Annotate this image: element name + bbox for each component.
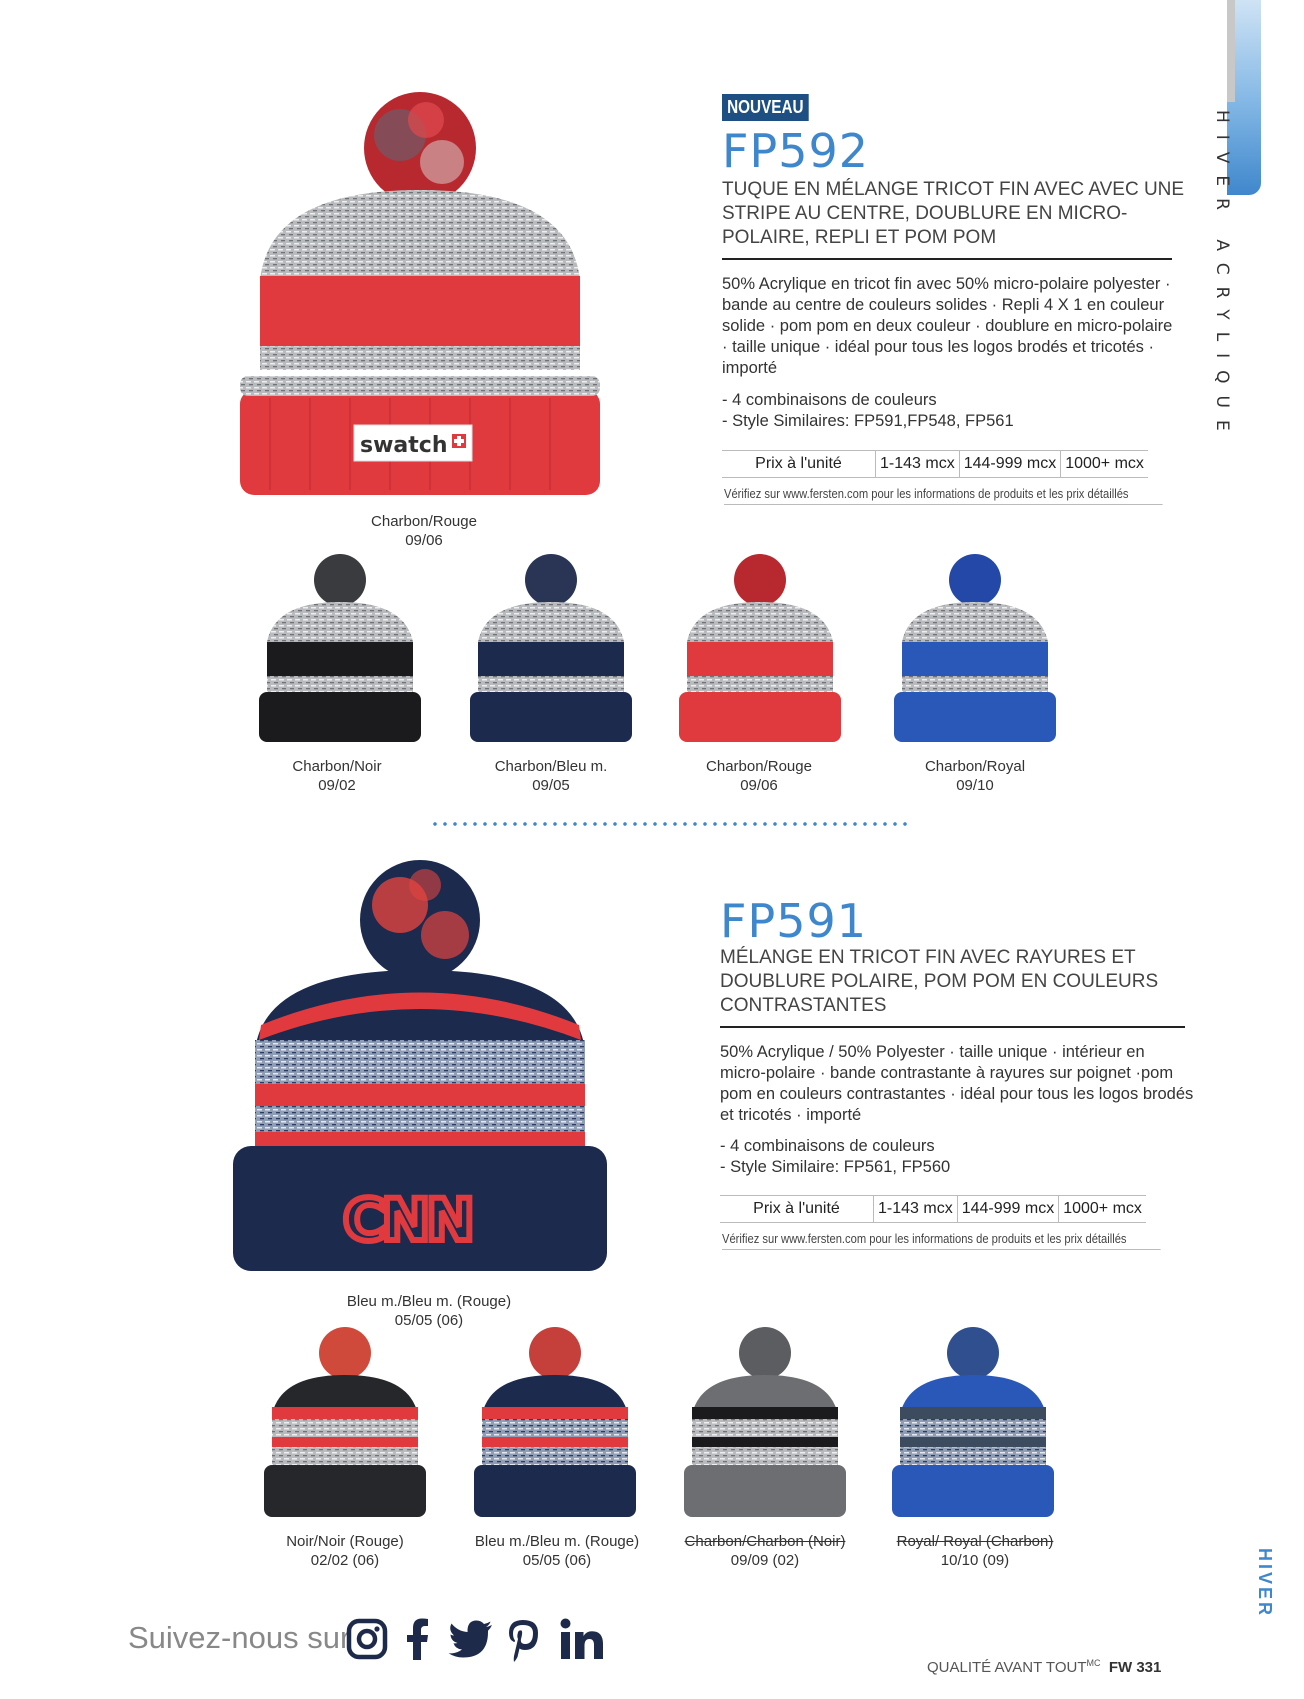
- variant-name: Noir/Noir (Rouge): [286, 1533, 404, 1550]
- pinterest-icon[interactable]: [506, 1618, 540, 1662]
- price-table-fp592: [722, 450, 1148, 478]
- price-header-tier1: 1-143 mcx: [876, 451, 960, 478]
- variant-hat-royal-royal: [888, 1325, 1058, 1525]
- twitter-icon[interactable]: [448, 1618, 494, 1660]
- verify-note-fp591: Vérifiez sur www.fersten.com pour les informations de produits et les prix détaillés: [722, 1231, 1161, 1250]
- verify-note-fp592: Vérifiez sur www.fersten.com pour les informations de produits et les prix détaillés: [724, 486, 1163, 505]
- slogan-trademark: MC: [1086, 1658, 1101, 1668]
- variant-hat-charbon-rouge: [675, 552, 845, 752]
- product-bullets-fp592: [722, 390, 1182, 432]
- price-header-tier3: 1000+ mcx: [1061, 451, 1148, 478]
- main-color-name: Charbon/Rouge: [371, 513, 477, 530]
- variant-code: 09/09 (02): [730, 1552, 800, 1569]
- slogan-text: QUALITÉ AVANT TOUT: [927, 1659, 1087, 1676]
- bullet-item: - Style Similaire: FP561, FP560: [720, 1157, 1180, 1178]
- main-color-caption-fp592: [324, 512, 524, 550]
- variant-caption: [875, 757, 1075, 795]
- pompom: [360, 860, 480, 980]
- variant-caption: [659, 757, 859, 795]
- variant-hat-charbon-bleu: [466, 552, 636, 752]
- variant-name: Charbon/Bleu m.: [494, 758, 608, 775]
- section-tab-label: HIVER: [1255, 1548, 1275, 1619]
- variant-hat-noir-noir: [260, 1325, 430, 1525]
- variant-name: Charbon/Rouge: [706, 758, 812, 775]
- variant-name: Bleu m./Bleu m. (Rouge): [474, 1533, 640, 1550]
- variant-caption: [665, 1532, 865, 1570]
- variant-caption: [875, 1532, 1075, 1570]
- variant-hat-charbon-charbon: [680, 1325, 850, 1525]
- price-header-unit: Prix à l'unité: [720, 1196, 874, 1223]
- footer-slogan: [927, 1658, 1161, 1676]
- category-vertical-label: HIVER ACRYLIQUE: [1212, 110, 1232, 443]
- bullet-item: - 4 combinaisons de couleurs: [720, 1136, 1180, 1157]
- variant-name: Royal/ Royal (Charbon): [896, 1533, 1054, 1550]
- price-header-tier2: 144-999 mcx: [959, 451, 1061, 478]
- page-number: FW 331: [1108, 1659, 1162, 1676]
- variant-code: 02/02 (06): [310, 1552, 380, 1569]
- main-hat-image-fp592: [230, 80, 610, 510]
- variant-name: Charbon/Royal: [924, 758, 1026, 775]
- swatch-logo: [354, 425, 472, 461]
- variant-code: 10/10 (09): [940, 1552, 1010, 1569]
- variant-name: Charbon/Charbon (Noir): [684, 1533, 846, 1550]
- price-header-tier2: 144-999 mcx: [957, 1196, 1059, 1223]
- product-description-fp591: 50% Acrylique / 50% Polyester · taille unique · intérieur en micro-polaire · bande contrastante à rayures sur poignet ·pom pom en couleurs contrastantes · idéal pour tous les logos brodés et tricotés · importé: [720, 1043, 1194, 1124]
- title-rule: [722, 258, 1172, 260]
- bullet-item: - 4 combinaisons de couleurs: [722, 390, 1182, 411]
- variant-hat-bleu-bleu: [470, 1325, 640, 1525]
- facebook-icon[interactable]: [404, 1618, 430, 1660]
- product-code-fp591: FP591: [720, 894, 867, 948]
- product-description-fp592: 50% Acrylique en tricot fin avec 50% micro-polaire polyester · bande au centre de couleurs solides · Repli 4 X 1 en couleur solide · pom pom en deux couleur · doublure en micro-polaire · taille unique · idéal pour tous les logos brodés et tricotés · importé: [722, 275, 1173, 377]
- instagram-icon[interactable]: [346, 1618, 388, 1660]
- price-table-fp591: [720, 1195, 1146, 1223]
- variant-code: 09/02: [318, 777, 356, 794]
- variant-hat-charbon-noir: [255, 552, 425, 752]
- svg-text:swatch: swatch: [360, 433, 448, 458]
- linkedin-icon[interactable]: [560, 1618, 604, 1660]
- variant-name: Charbon/Noir: [292, 758, 382, 775]
- product-title-fp591: MÉLANGE EN TRICOT FIN AVEC RAYURES ET DOUBLURE POLAIRE, POM POM EN COULEURS CONTRASTANTES: [720, 947, 1159, 1016]
- product-code-fp592: FP592: [722, 124, 869, 178]
- product-bullets-fp591: [720, 1136, 1180, 1178]
- price-header-tier3: 1000+ mcx: [1059, 1196, 1146, 1223]
- pompom: [364, 92, 476, 204]
- new-badge: NOUVEAU: [722, 94, 809, 121]
- bullet-item: - Style Similaires: FP591,FP548, FP561: [722, 411, 1182, 432]
- variant-caption: [457, 1532, 657, 1570]
- variant-caption: [245, 1532, 445, 1570]
- variant-caption: [451, 757, 651, 795]
- variant-code: 09/06: [740, 777, 778, 794]
- product-title-fp592: TUQUE EN MÉLANGE TRICOT FIN AVEC AVEC UNE STRIPE AU CENTRE, DOUBLURE EN MICRO-POLAIRE, REPLI ET POM POM: [722, 179, 1185, 248]
- main-color-code: 09/06: [405, 532, 443, 549]
- main-color-name: Bleu m./Bleu m. (Rouge): [346, 1293, 512, 1310]
- cnn-logo: [343, 1186, 471, 1254]
- variant-code: 09/10: [956, 777, 994, 794]
- main-hat-image-fp591: [225, 850, 615, 1280]
- side-tab-line: [1227, 0, 1235, 102]
- variant-code: 09/05: [532, 777, 570, 794]
- variant-hat-charbon-royal: [890, 552, 1060, 752]
- price-header-tier1: 1-143 mcx: [874, 1196, 958, 1223]
- variant-caption: [237, 757, 437, 795]
- price-header-unit: Prix à l'unité: [722, 451, 876, 478]
- main-color-code: 05/05 (06): [394, 1312, 464, 1329]
- section-divider: [430, 822, 910, 826]
- follow-us-label: Suivez-nous sur: [128, 1620, 351, 1655]
- variant-code: 05/05 (06): [522, 1552, 592, 1569]
- svg-text:CNN: CNN: [343, 1186, 471, 1254]
- title-rule: [720, 1026, 1185, 1028]
